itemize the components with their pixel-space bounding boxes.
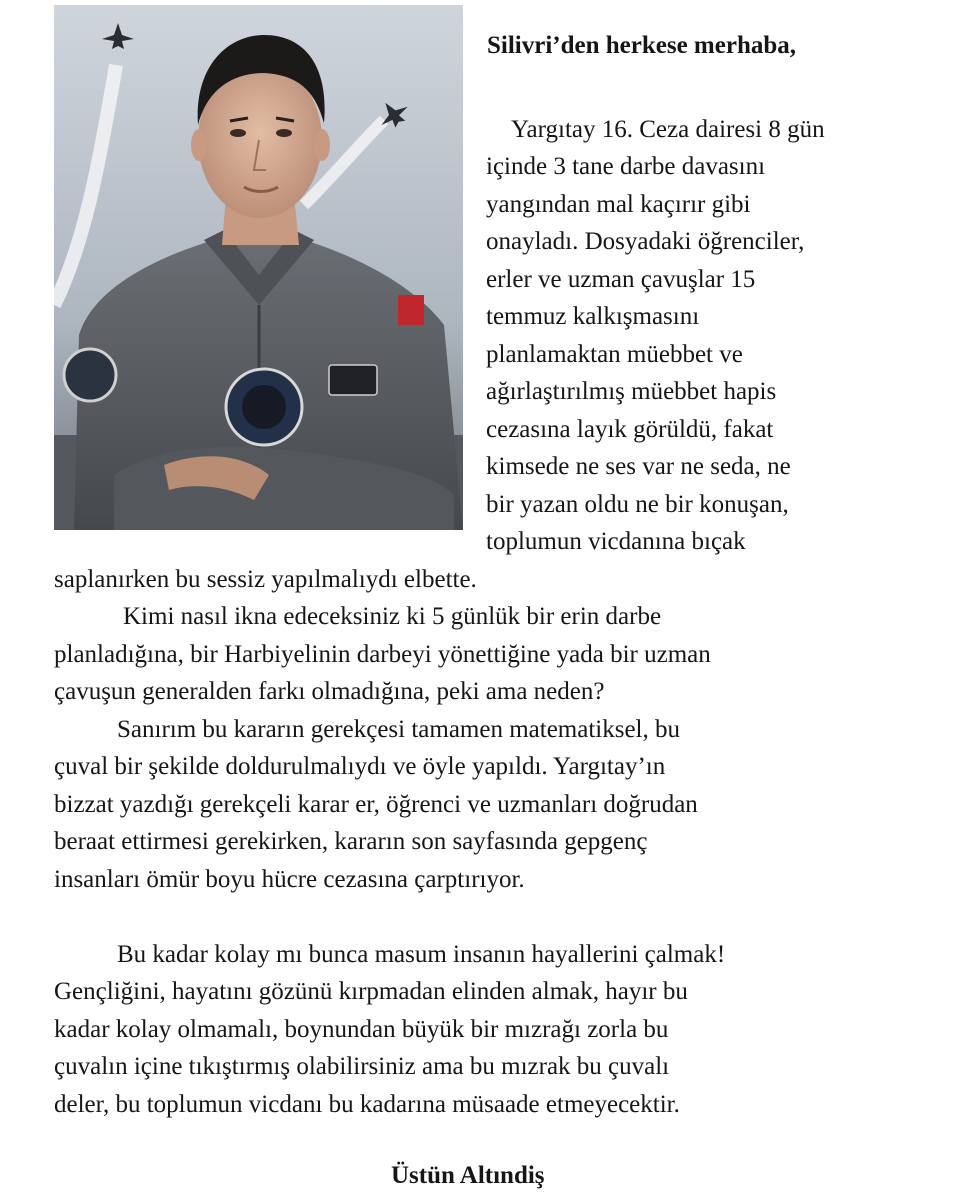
- letter-line: planladığına, bir Harbiyelinin darbeyi yönettiğine yada bir uzman: [54, 641, 711, 668]
- letter-line: planlamaktan müebbet ve: [486, 341, 743, 368]
- letter-line: bir yazan oldu ne bir konuşan,: [486, 491, 789, 518]
- letter-line: Bu kadar kolay mı bunca masum insanın hayallerini çalmak!: [117, 941, 726, 968]
- letter-line: yangından mal kaçırır gibi: [486, 191, 751, 218]
- letter-line: deler, bu toplumun vicdanı bu kadarına müsaade etmeyecektir.: [54, 1091, 680, 1118]
- letter-line: çuval bir şekilde doldurulmalıydı ve öyle yapıldı. Yargıtay’ın: [54, 753, 666, 780]
- letter-line: içinde 3 tane darbe davasını: [486, 153, 766, 180]
- letter-line: beraat ettirmesi gerekirken, kararın son sayfasında gepgenç: [54, 828, 648, 855]
- letter-line: onayladı. Dosyadaki öğrenciler,: [486, 228, 805, 255]
- letter-line: kimsede ne ses var ne seda, ne: [486, 453, 791, 480]
- letter-line: bizzat yazdığı gerekçeli karar er, öğrenci ve uzmanları doğrudan: [54, 791, 698, 818]
- letter-line: insanları ömür boyu hücre cezasına çarptırıyor.: [54, 866, 525, 893]
- letter-line: erler ve uzman çavuşlar 15: [486, 266, 756, 293]
- letter-line: temmuz kalkışmasını: [486, 303, 700, 330]
- letter-line: Yargıtay 16. Ceza dairesi 8 gün: [511, 116, 825, 143]
- portrait-photo: [54, 5, 463, 530]
- letter-line: Kimi nasıl ikna edeceksiniz ki 5 günlük bir erin darbe: [123, 603, 662, 630]
- letter-signature: Üstün Altındiş: [391, 1162, 545, 1189]
- letter-line: çuvalın içine tıkıştırmış olabilirsiniz ama bu mızrak bu çuvalı: [54, 1053, 670, 1080]
- name-tag-icon: [329, 365, 377, 395]
- letter-line: ağırlaştırılmış müebbet hapis: [486, 378, 777, 405]
- letter-line: çavuşun generalden farkı olmadığına, peki ama neden?: [54, 678, 605, 705]
- shoulder-patch-icon: [64, 349, 116, 401]
- letter-greeting: Silivri’den herkese merhaba,: [487, 32, 797, 59]
- letter-line: toplumun vicdanına bıçak: [486, 528, 746, 555]
- letter-line: cezasına layık görüldü, fakat: [486, 416, 774, 443]
- letter-line: kadar kolay olmamalı, boynundan büyük bir mızrağı zorla bu: [54, 1016, 669, 1043]
- letter-line: Sanırım bu kararın gerekçesi tamamen matematiksel, bu: [117, 716, 681, 743]
- letter-line: saplanırken bu sessiz yapılmalıydı elbette.: [54, 566, 477, 593]
- portrait-illustration: [54, 5, 463, 530]
- letter-line: Gençliğini, hayatını gözünü kırpmadan elinden almak, hayır bu: [54, 978, 688, 1005]
- flag-patch-icon: [398, 295, 424, 325]
